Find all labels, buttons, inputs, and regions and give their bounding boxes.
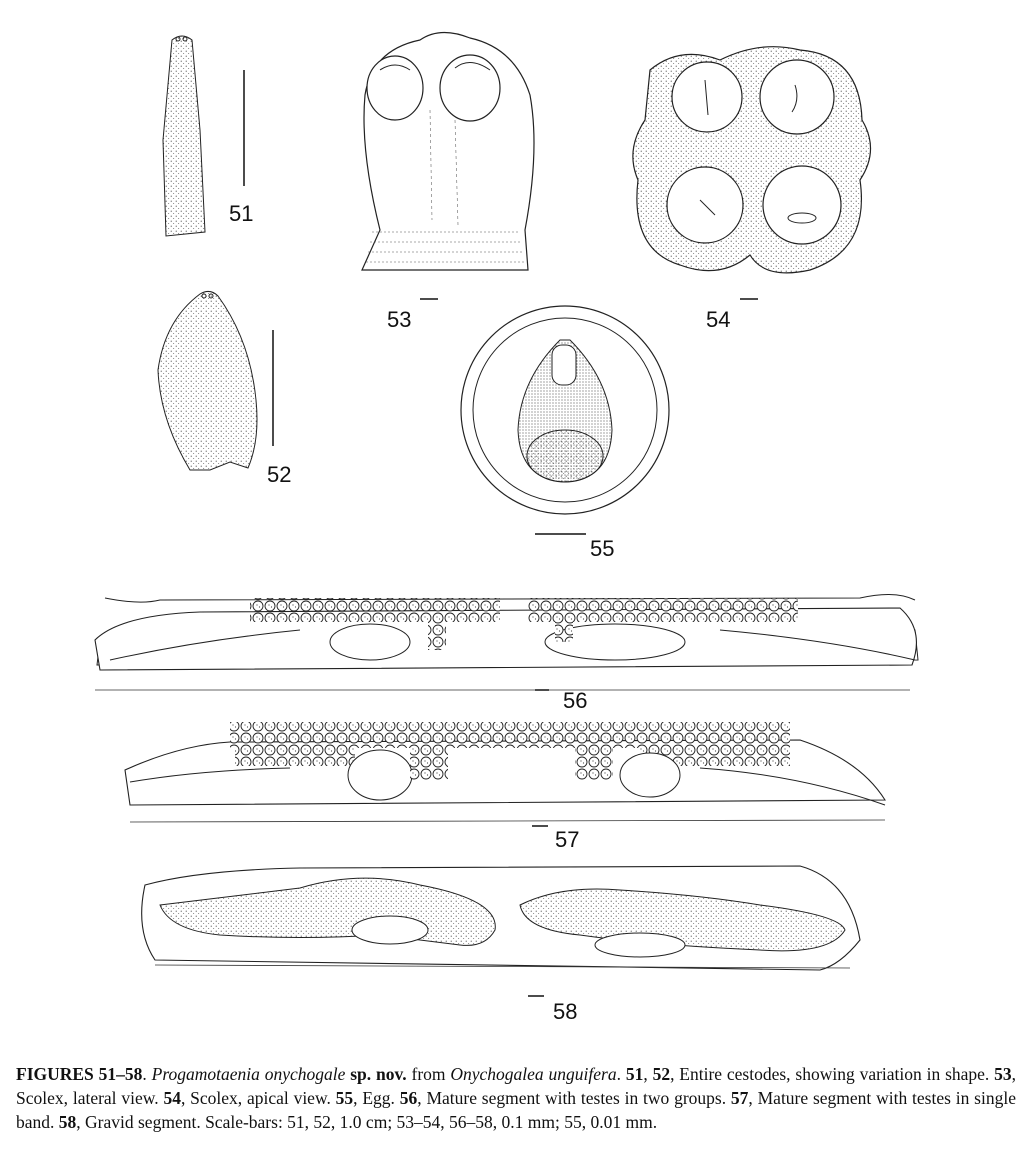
caption-host: Onychogalea unguifera bbox=[450, 1064, 617, 1084]
caption-text-53: , Scolex, lateral view. bbox=[16, 1064, 1017, 1108]
figure-label-52: 52 bbox=[267, 462, 292, 487]
caption-text-54: , Scolex, apical view. bbox=[180, 1088, 336, 1108]
caption-ref-51: 51 bbox=[625, 1064, 644, 1084]
fig-58-gravid-segment bbox=[142, 866, 860, 996]
caption-ref-58: 58 bbox=[58, 1112, 77, 1132]
caption-ref-56: 56 bbox=[399, 1088, 418, 1108]
caption-ref-52: 52 bbox=[652, 1064, 671, 1084]
caption-ref-53: 53 bbox=[994, 1064, 1012, 1084]
figure-label-58: 58 bbox=[553, 999, 578, 1024]
caption-text-58: , Gravid segment. Scale-bars: 51, 52, 1.0 cm; 53–54, 56–58, 0.1 mm; 55, 0.01 mm. bbox=[76, 1112, 658, 1132]
caption-text-51-52: , Entire cestodes, showing variation in shape. bbox=[670, 1064, 995, 1084]
fig-56-mature-segment bbox=[95, 594, 918, 690]
caption-ref-54: 54 bbox=[163, 1088, 181, 1108]
caption-ref-57: 57 bbox=[730, 1088, 749, 1108]
figure-label-51: 51 bbox=[229, 201, 254, 226]
caption-label: FIGURES 51–58 bbox=[16, 1064, 143, 1084]
caption-comma: , bbox=[643, 1064, 653, 1084]
testes-group-right bbox=[528, 598, 798, 622]
caption-from: from bbox=[406, 1064, 451, 1084]
caption-text-55: , Egg. bbox=[353, 1088, 400, 1108]
fig-55-egg bbox=[461, 306, 669, 534]
caption-sep2: . bbox=[616, 1064, 626, 1084]
caption-species: Progamotaenia onychogale bbox=[151, 1064, 346, 1084]
fig-54-scolex-apical bbox=[633, 47, 871, 299]
figure-label-55: 55 bbox=[590, 536, 615, 561]
figure-label-57: 57 bbox=[555, 827, 580, 852]
caption-sep1: . bbox=[142, 1064, 152, 1084]
fig-52-cestode bbox=[158, 291, 273, 470]
figure-label-54: 54 bbox=[706, 307, 731, 332]
fig-57-mature-segment bbox=[125, 722, 885, 826]
testes-group-left bbox=[250, 598, 500, 622]
caption-text-57: , Mature segment with testes in single band. bbox=[16, 1088, 1016, 1132]
caption-ref-55: 55 bbox=[335, 1088, 354, 1108]
testes-band bbox=[230, 722, 790, 748]
fig-53-scolex-lateral bbox=[362, 32, 534, 299]
figure-label-53: 53 bbox=[387, 307, 412, 332]
figure-caption bbox=[16, 1062, 1016, 1134]
caption-text-56: , Mature segment with testes in two groups. bbox=[417, 1088, 731, 1108]
caption-sp-nov: sp. nov. bbox=[345, 1064, 407, 1084]
figure-label-56: 56 bbox=[563, 688, 588, 713]
